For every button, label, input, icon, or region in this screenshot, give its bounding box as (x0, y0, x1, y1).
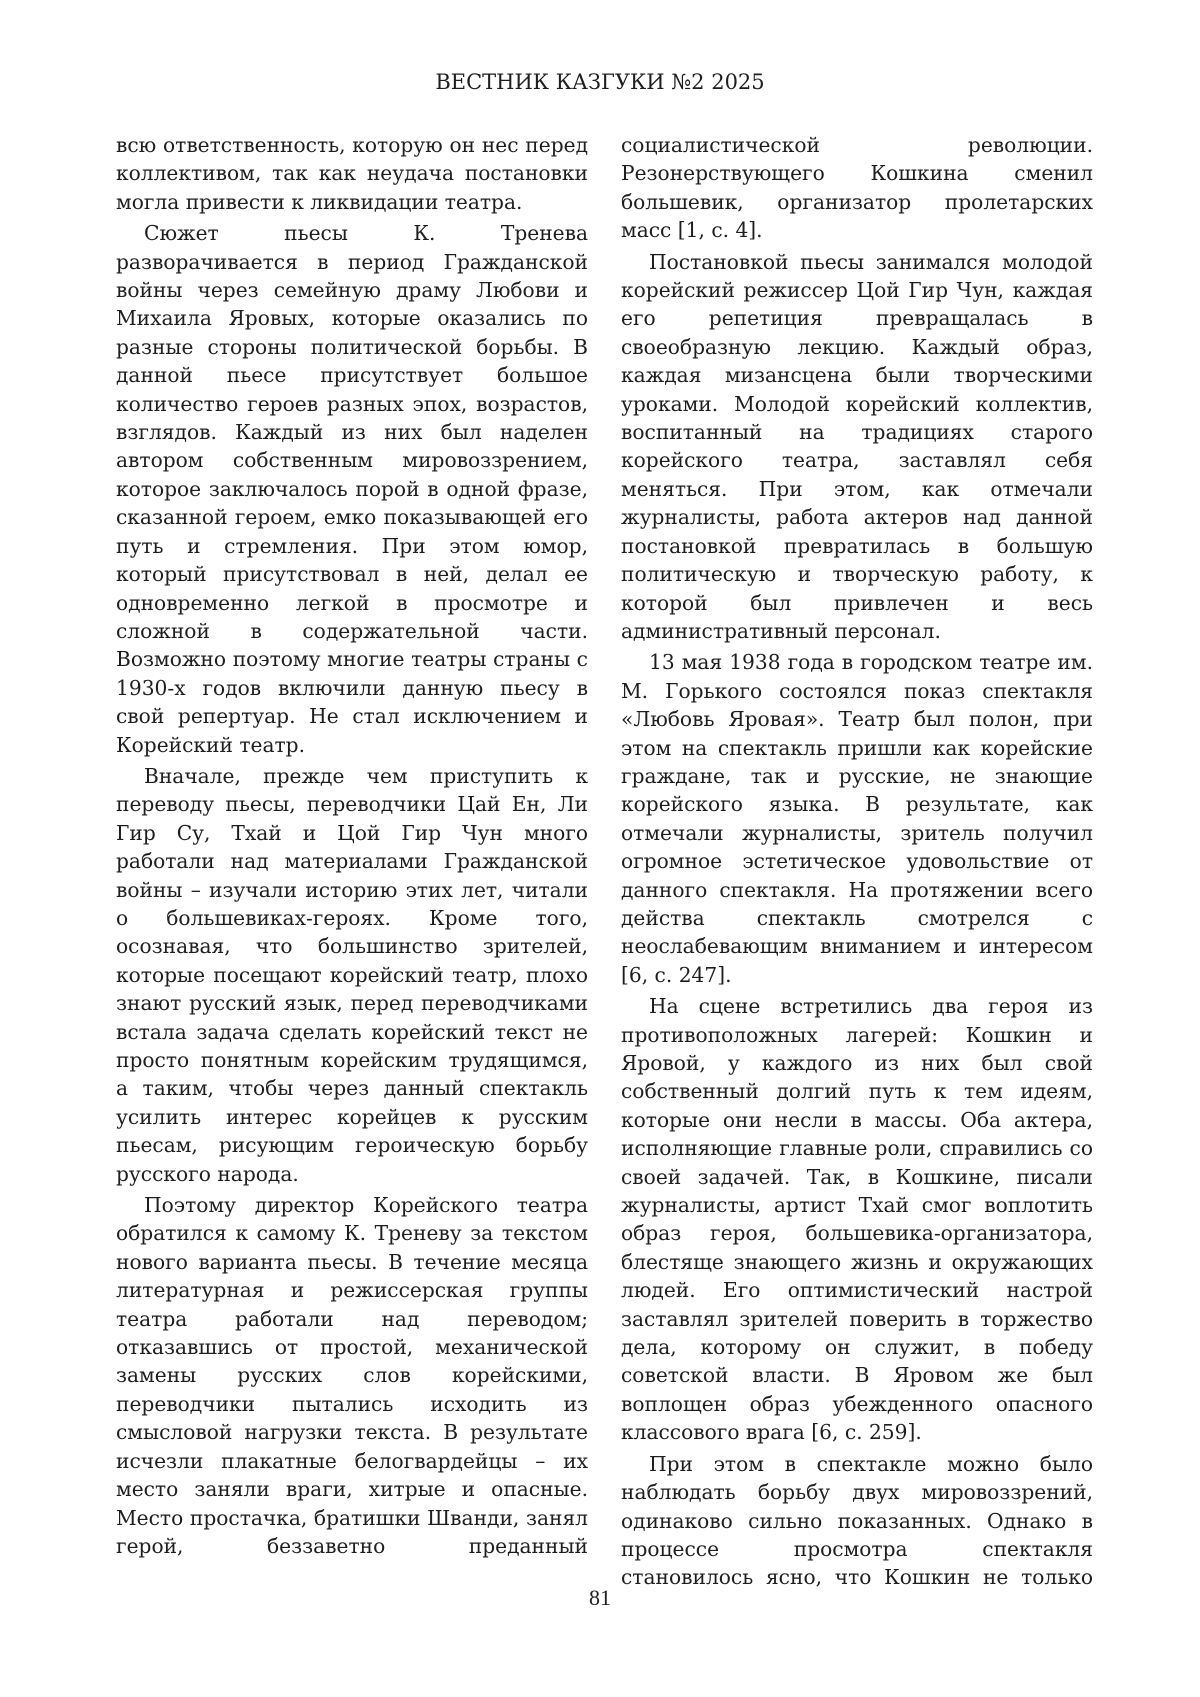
paragraph-worldviews: При этом в спектакле можно было наблюдать борьбу двух мировоззрений, одинаково сильно показанных. Однако в процессе просмотра спектакля становилось ясно, что Кошкин не только (621, 1451, 1093, 1590)
paragraph-premiere: 13 мая 1938 года в городском театре им. М. Горького состоялся показ спектакля «Любовь Яровая». Театр был полон, при этом на спектакль пришли как корейские граждане, так и русские, не знающие корейского языка. В результате, как отмечали журналисты, зритель получил огромное эстетическое удовольствие от данного спектакля. На протяжении всего действа спектакль смотрелся с неослабевающим вниманием и интересом [6, с. 247]. (621, 650, 1093, 987)
paragraph-translation: Вначале, прежде чем приступить к переводу пьесы, переводчики Цай Ен, Ли Гир Су, Тхай и Цой Гир Чун много работали над материалами Гражданской войны – изучали историю этих лет, читали о большевиках-героях. Кроме того, осознавая, что большинство зрителей, которые посещают корейский театр, плохо знают русский язык, перед переводчиками встала задача сделать корейский текст не просто понятным корейским трудящимся, а таким, чтобы через данный спектакль усилить интерес корейцев к русским пьесам, рисующим героическую борьбу русского народа. (116, 763, 588, 1186)
paragraph-director: Поэтому директор Корейского театра обратился к самому К. Треневу за текстом нового варианта пьесы. В течение месяца литературная и режиссерская группы театра работали над переводом; отказавшись от простой, механической замены русских слов корейскими, переводчики пытались исходить из смысловой нагрузки текста. В результате исчезли плакатные белогвардейцы – их место заняли враги, хитрые и опасные. Место простачка, братишки Шванди, занял герой, беззаветно преданный (116, 1193, 588, 1558)
right-column (621, 131, 1093, 1595)
page-number: 81 (589, 1585, 611, 1610)
paragraph-plot: Сюжет пьесы К. Тренева разворачивается в период Гражданской войны через семейную драму Любови и Михаила Яровых, которые оказались по разные стороны политической борьбы. В данной пьесе присутствует большое количество героев разных эпох, возрастов, взглядов. Каждый из них был наделен автором собственным мировоззрением, которое заключалось порой в одной фразе, сказанной героем, емко показывающей его путь и стремления. При этом юмор, который присутствовал в ней, делал ее одновременно легкой в просмотре и сложной в содержательной части. Возможно поэтому многие театры страны с 1930-х годов включили данную пьесу в свой репертуар. Не стал исключением и Корейский театр. (116, 221, 588, 757)
left-column (116, 131, 588, 1563)
journal-header: ВЕСТНИК КАЗГУКИ №2 2025 (435, 70, 765, 94)
paragraph-continuation: всю ответственность, которую он нес перед коллективом, так как неудача постановки могла привести к ликвидации театра. (116, 133, 588, 214)
paragraph-continuation: социалистической революции. Резонерствующего Кошкина сменил большевик, организатор пролетарских масс [1, с. 4]. (621, 133, 1093, 243)
paragraph-heroes: На сцене встретились два героя из противоположных лагерей: Кошкин и Яровой, у каждого из них был свой собственный долгий путь к тем идеям, которые они несли в массы. Оба актера, исполняющие главные роли, справились со своей задачей. Так, в Кошкине, писали журналисты, артист Тхай смог воплотить образ героя, большевика-организатора, блестяще знающего жизнь и окружающих людей. Его оптимистический настрой заставлял зрителей поверить в торжество дела, которому он служит, в победу советской власти. В Яровом же был воплощен образ убежденного опасного классового врага [6, с. 259]. (621, 994, 1093, 1445)
paragraph-staging: Постановкой пьесы занимался молодой корейский режиссер Цой Гир Чун, каждая его репетиция превращалась в своеобразную лекцию. Каждый образ, каждая мизансцена были творческими уроками. Молодой корейский коллектив, воспитанный на традициях старого корейского театра, заставлял себя меняться. При этом, как отмечали журналисты, работа актеров над данной постановкой превратилась в большую политическую и творческую работу, к которой был привлечен и весь административный персонал. (621, 249, 1093, 643)
